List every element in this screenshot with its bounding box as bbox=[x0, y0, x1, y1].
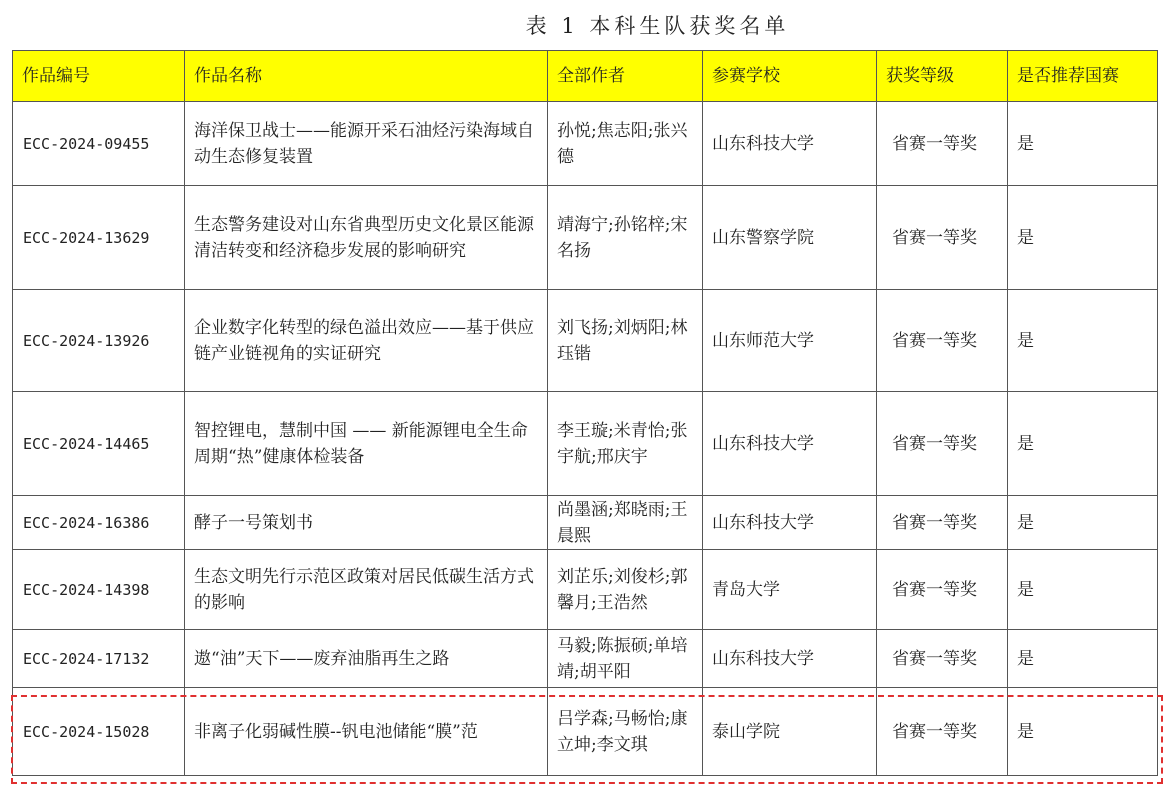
cell-name: 智控锂电，慧制中国 —— 新能源锂电全生命周期“热”健康体检装备 bbox=[185, 392, 548, 496]
cell-recommend: 是 bbox=[1008, 290, 1158, 392]
cell-recommend: 是 bbox=[1008, 688, 1158, 776]
cell-school: 山东科技大学 bbox=[703, 392, 877, 496]
table-caption: 表 1 本科生队获奖名单 bbox=[525, 14, 790, 38]
cell-school: 青岛大学 bbox=[703, 550, 877, 630]
cell-name: 海洋保卫战士——能源开采石油烃污染海域自动生态修复装置 bbox=[185, 102, 548, 186]
header-name: 作品名称 bbox=[185, 51, 548, 102]
table-row bbox=[13, 392, 1158, 496]
cell-prize: 省赛一等奖 bbox=[877, 630, 1008, 688]
table-row-highlighted bbox=[13, 688, 1158, 776]
cell-school: 山东师范大学 bbox=[703, 290, 877, 392]
cell-id: ECC-2024-14465 bbox=[13, 392, 185, 496]
cell-authors: 尚墨涵;郑晓雨;王晨熙 bbox=[548, 496, 703, 550]
cell-recommend: 是 bbox=[1008, 630, 1158, 688]
cell-school: 山东科技大学 bbox=[703, 102, 877, 186]
cell-name: 生态警务建设对山东省典型历史文化景区能源清洁转变和经济稳步发展的影响研究 bbox=[185, 186, 548, 290]
table-header-row bbox=[13, 51, 1158, 102]
cell-recommend: 是 bbox=[1008, 496, 1158, 550]
cell-name: 酵子一号策划书 bbox=[185, 496, 548, 550]
cell-recommend: 是 bbox=[1008, 102, 1158, 186]
header-school: 参赛学校 bbox=[703, 51, 877, 102]
cell-recommend: 是 bbox=[1008, 186, 1158, 290]
cell-id: ECC-2024-13926 bbox=[13, 290, 185, 392]
header-authors: 全部作者 bbox=[548, 51, 703, 102]
table-row bbox=[13, 290, 1158, 392]
cell-id: ECC-2024-16386 bbox=[13, 496, 185, 550]
cell-authors: 刘芷乐;刘俊杉;郭馨月;王浩然 bbox=[548, 550, 703, 630]
cell-recommend: 是 bbox=[1008, 550, 1158, 630]
cell-id: ECC-2024-14398 bbox=[13, 550, 185, 630]
cell-name: 企业数字化转型的绿色溢出效应——基于供应链产业链视角的实证研究 bbox=[185, 290, 548, 392]
header-recommend: 是否推荐国赛 bbox=[1008, 51, 1158, 102]
header-id: 作品编号 bbox=[13, 51, 185, 102]
cell-school: 山东科技大学 bbox=[703, 630, 877, 688]
cell-name: 遨“油”天下——废弃油脂再生之路 bbox=[185, 630, 548, 688]
cell-school: 山东警察学院 bbox=[703, 186, 877, 290]
cell-authors: 李王璇;米青怡;张宇航;邢庆宇 bbox=[548, 392, 703, 496]
cell-school: 山东科技大学 bbox=[703, 496, 877, 550]
table-row bbox=[13, 102, 1158, 186]
cell-name: 生态文明先行示范区政策对居民低碳生活方式的影响 bbox=[185, 550, 548, 630]
cell-authors: 靖海宁;孙铭梓;宋名扬 bbox=[548, 186, 703, 290]
cell-id: ECC-2024-09455 bbox=[13, 102, 185, 186]
table-row bbox=[13, 496, 1158, 550]
cell-prize: 省赛一等奖 bbox=[877, 186, 1008, 290]
table-row bbox=[13, 630, 1158, 688]
cell-id: ECC-2024-13629 bbox=[13, 186, 185, 290]
header-prize: 获奖等级 bbox=[877, 51, 1008, 102]
cell-prize: 省赛一等奖 bbox=[877, 550, 1008, 630]
cell-authors: 吕学森;马畅怡;康立坤;李文琪 bbox=[548, 688, 703, 776]
cell-authors: 孙悦;焦志阳;张兴德 bbox=[548, 102, 703, 186]
cell-prize: 省赛一等奖 bbox=[877, 290, 1008, 392]
cell-prize: 省赛一等奖 bbox=[877, 102, 1008, 186]
cell-name: 非离子化弱碱性膜--钒电池储能“膜”范 bbox=[185, 688, 548, 776]
cell-prize: 省赛一等奖 bbox=[877, 392, 1008, 496]
award-table bbox=[12, 50, 1158, 776]
cell-prize: 省赛一等奖 bbox=[877, 688, 1008, 776]
cell-recommend: 是 bbox=[1008, 392, 1158, 496]
table-row bbox=[13, 550, 1158, 630]
cell-id: ECC-2024-17132 bbox=[13, 630, 185, 688]
cell-authors: 马毅;陈振硕;单培靖;胡平阳 bbox=[548, 630, 703, 688]
cell-prize: 省赛一等奖 bbox=[877, 496, 1008, 550]
cell-authors: 刘飞扬;刘炳阳;林珏锴 bbox=[548, 290, 703, 392]
cell-id: ECC-2024-15028 bbox=[13, 688, 185, 776]
cell-school: 泰山学院 bbox=[703, 688, 877, 776]
table-row bbox=[13, 186, 1158, 290]
